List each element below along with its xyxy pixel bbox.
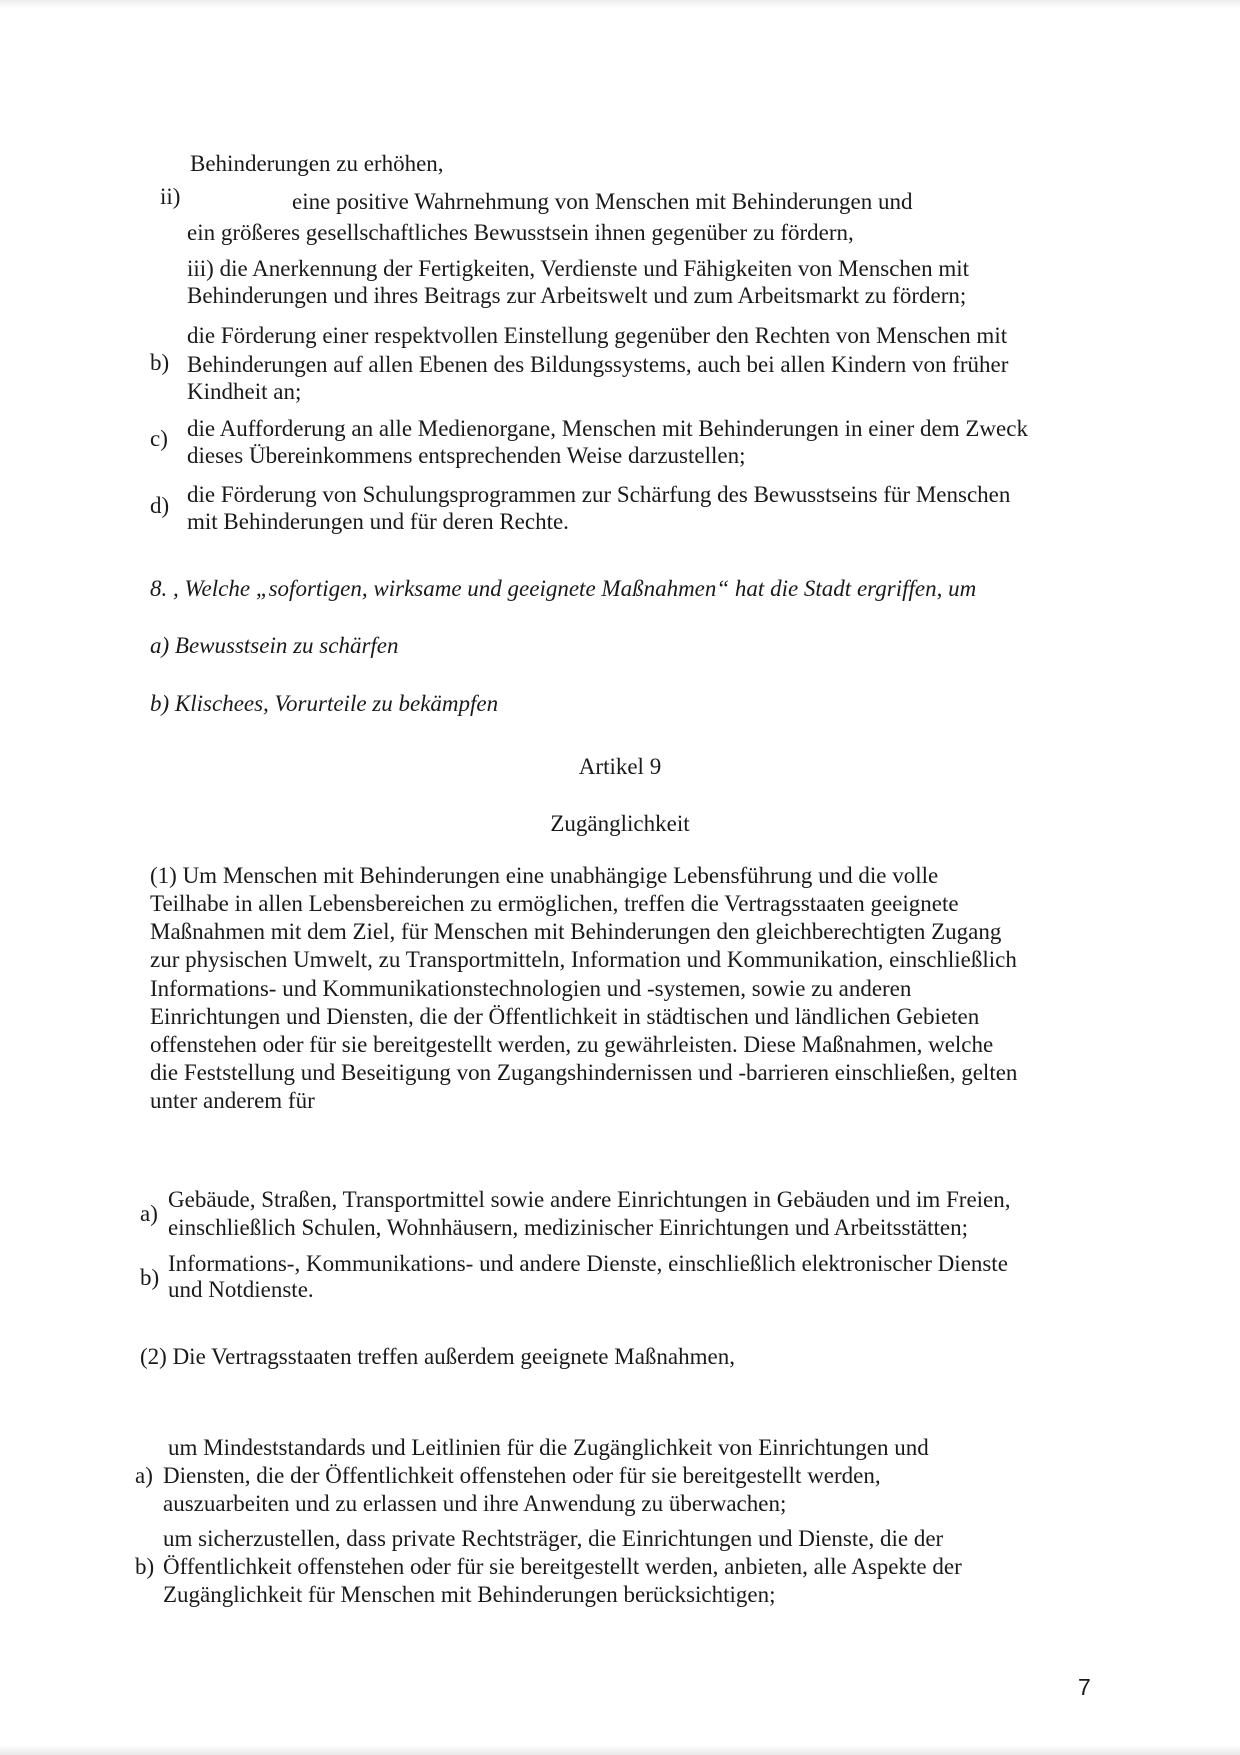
list-marker: ii)	[160, 184, 181, 209]
text-line: einschließlich Schulen, Wohnhäusern, medizinischer Einrichtungen und Arbeitsstätten;	[168, 1215, 968, 1240]
text-line: die Aufforderung an alle Medienorgane, Menschen mit Behinderungen in einer dem Zweck	[187, 416, 1028, 441]
list-marker: b)	[140, 1265, 160, 1290]
list-marker: b)	[150, 350, 170, 375]
paragraph-line: zur physischen Umwelt, zu Transportmitteln, Information und Kommunikation, einschließlich	[150, 947, 1017, 972]
text-line: iii) die Anerkennung der Fertigkeiten, Verdienste und Fähigkeiten von Menschen mit	[187, 256, 970, 281]
list-marker: d)	[150, 493, 170, 518]
list-marker: c)	[150, 426, 168, 451]
paragraph-line: unter anderem für	[150, 1088, 315, 1113]
text-line: die Förderung einer respektvollen Einstellung gegenüber den Rechten von Menschen mit	[187, 323, 1008, 348]
scan-edge-bottom	[0, 1745, 1240, 1755]
text-line: Informations-, Kommunikations- und andere Dienste, einschließlich elektronischer Dienste	[168, 1251, 1008, 1276]
text-line: Gebäude, Straßen, Transportmittel sowie andere Einrichtungen in Gebäuden und im Freien,	[168, 1187, 1011, 1212]
text-line: dieses Übereinkommens entsprechenden Weise darzustellen;	[187, 443, 746, 468]
text-line: ein größeres gesellschaftliches Bewusstsein ihnen gegenüber zu fördern,	[187, 220, 854, 245]
page-number: 7	[1078, 1674, 1091, 1700]
text-line: Öffentlichkeit offenstehen oder für sie bereitgestellt werden, anbieten, alle Aspekte der	[163, 1554, 962, 1579]
text-line: Kindheit an;	[187, 379, 302, 404]
article-title: Zugänglichkeit	[550, 811, 690, 836]
question-item-b: b) Klischees, Vorurteile zu bekämpfen	[150, 691, 499, 716]
text-line: mit Behinderungen und für deren Rechte.	[187, 509, 569, 534]
question-line: 8. , Welche „sofortigen, wirksame und geeignete Maßnahmen“ hat die Stadt ergriffen, um	[150, 576, 977, 601]
question-item-a: a) Bewusstsein zu schärfen	[150, 633, 399, 658]
paragraph-line: Informations- und Kommunikationstechnologien und -systemen, sowie zu anderen	[150, 976, 912, 1001]
text-line: auszuarbeiten und zu erlassen und ihre Anwendung zu überwachen;	[163, 1491, 787, 1516]
text-line: und Notdienste.	[168, 1277, 314, 1302]
paragraph-line: offenstehen oder für sie bereitgestellt werden, zu gewährleisten. Diese Maßnahmen, welche	[150, 1032, 994, 1057]
list-marker: b)	[135, 1554, 155, 1579]
list-marker: a)	[140, 1201, 158, 1226]
paragraph-line: die Feststellung und Beseitigung von Zugangshindernissen und -barrieren einschließen, gelten	[150, 1060, 1018, 1085]
text-line: um sicherzustellen, dass private Rechtsträger, die Einrichtungen und Dienste, die der	[163, 1526, 944, 1551]
list-marker: a)	[135, 1463, 153, 1488]
text-line: Diensten, die der Öffentlichkeit offenstehen oder für sie bereitgestellt werden,	[163, 1463, 881, 1488]
paragraph-line: Einrichtungen und Diensten, die der Öffentlichkeit in städtischen und ländlichen Gebieten	[150, 1004, 980, 1029]
paragraph-line: Maßnahmen mit dem Ziel, für Menschen mit Behinderungen den gleichberechtigten Zugang	[150, 919, 1002, 944]
text-line: eine positive Wahrnehmung von Menschen mit Behinderungen und	[292, 189, 913, 214]
article-heading: Artikel 9	[578, 754, 662, 779]
text-line: Behinderungen zu erhöhen,	[190, 151, 444, 176]
text-line: um Mindeststandards und Leitlinien für die Zugänglichkeit von Einrichtungen und	[168, 1435, 929, 1460]
paragraph-line: (1) Um Menschen mit Behinderungen eine unabhängige Lebensführung und die volle	[150, 863, 939, 888]
paragraph-line: (2) Die Vertragsstaaten treffen außerdem geeignete Maßnahmen,	[140, 1344, 735, 1369]
text-line: Behinderungen und ihres Beitrags zur Arbeitswelt und zum Arbeitsmarkt zu fördern;	[187, 283, 967, 308]
paragraph-line: Teilhabe in allen Lebensbereichen zu ermöglichen, treffen die Vertragsstaaten geeignete	[150, 891, 959, 916]
text-line: Zugänglichkeit für Menschen mit Behinderungen berücksichtigen;	[163, 1582, 776, 1607]
text-line: die Förderung von Schulungsprogrammen zur Schärfung des Bewusstseins für Menschen	[187, 482, 1011, 507]
scan-edge-top	[0, 0, 1240, 8]
text-line: Behinderungen auf allen Ebenen des Bildungssystems, auch bei allen Kindern von früher	[187, 352, 1009, 377]
